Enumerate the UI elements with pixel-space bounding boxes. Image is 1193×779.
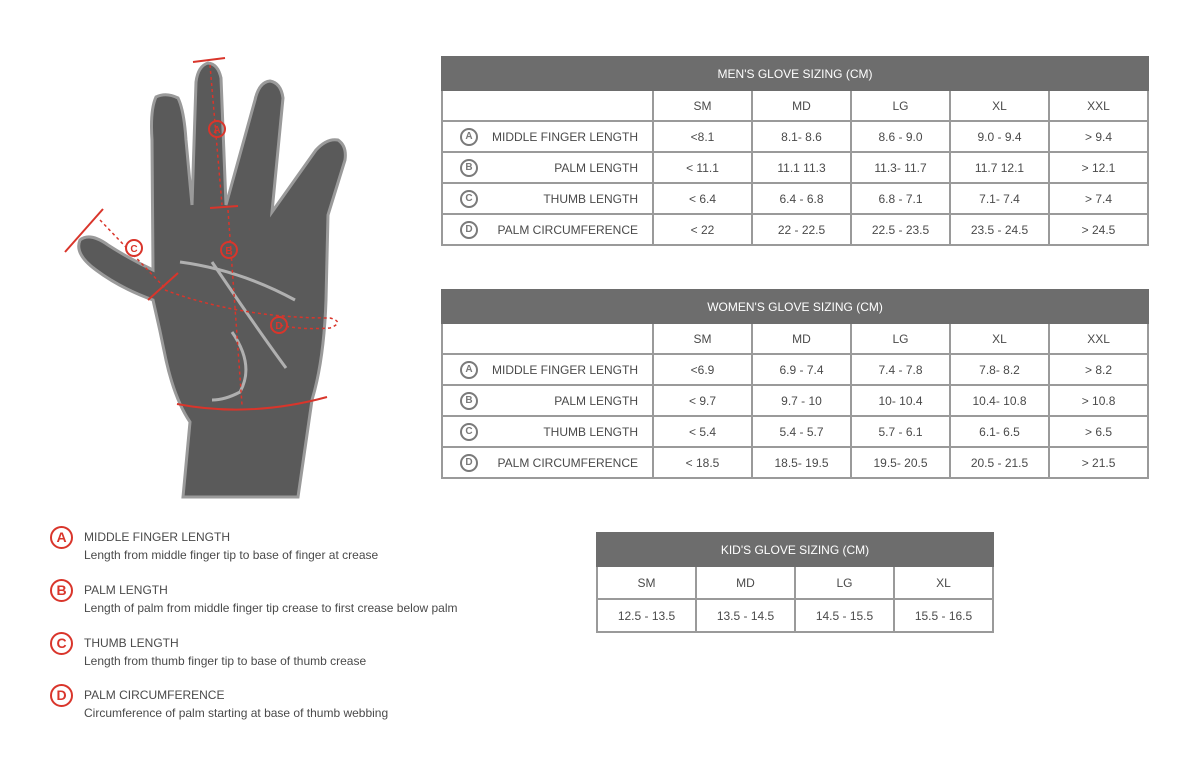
row-label — [442, 447, 653, 478]
table-cell: 14.5 - 15.5 — [795, 599, 894, 632]
legend-description: Length from thumb finger tip to base of thumb crease — [84, 654, 367, 668]
legend-name: MIDDLE FINGER LENGTH — [84, 530, 231, 544]
mens-size-header: LG — [851, 90, 950, 121]
letter-b-badge: B — [460, 392, 478, 410]
table-cell: < 11.1 — [653, 152, 752, 183]
womens-size-header: MD — [752, 323, 851, 354]
table-cell: 18.5- 19.5 — [752, 447, 851, 478]
table-cell: > 12.1 — [1049, 152, 1148, 183]
row-label-text: THUMB LENGTH — [543, 191, 638, 206]
table-cell: 22.5 - 23.5 — [851, 214, 950, 245]
letter-b-badge: B — [50, 579, 73, 602]
kids-size-header: MD — [696, 566, 795, 599]
table-row — [442, 447, 1148, 478]
table-cell: < 5.4 — [653, 416, 752, 447]
table-cell: 5.4 - 5.7 — [752, 416, 851, 447]
table-row — [442, 385, 1148, 416]
table-cell: 22 - 22.5 — [752, 214, 851, 245]
table-cell: 11.7 12.1 — [950, 152, 1049, 183]
measure-a-letter: A — [213, 125, 221, 136]
letter-a-badge: A — [50, 526, 73, 549]
table-cell: 11.1 11.3 — [752, 152, 851, 183]
womens-header-blank — [442, 323, 653, 354]
table-cell: < 9.7 — [653, 385, 752, 416]
legend-name: PALM LENGTH — [84, 583, 168, 597]
kids-sizing-table — [596, 532, 994, 633]
womens-size-header: XXL — [1049, 323, 1148, 354]
table-cell: 7.8- 8.2 — [950, 354, 1049, 385]
legend-description: Circumference of palm starting at base of thumb webbing — [84, 706, 389, 720]
table-cell: 6.8 - 7.1 — [851, 183, 950, 214]
table-cell: 6.9 - 7.4 — [752, 354, 851, 385]
table-cell: 5.7 - 6.1 — [851, 416, 950, 447]
womens-sizing-table — [441, 289, 1149, 479]
table-row — [597, 599, 993, 632]
hand-diagram — [0, 0, 420, 510]
table-cell: 19.5- 20.5 — [851, 447, 950, 478]
legend-name: PALM CIRCUMFERENCE — [84, 688, 225, 702]
row-label — [442, 121, 653, 152]
row-label-text: PALM LENGTH — [554, 393, 638, 408]
table-row — [442, 183, 1148, 214]
table-cell: 7.1- 7.4 — [950, 183, 1049, 214]
row-label — [442, 416, 653, 447]
measure-b-letter: B — [225, 246, 233, 257]
mens-header-blank — [442, 90, 653, 121]
table-row — [442, 416, 1148, 447]
table-cell: 12.5 - 13.5 — [597, 599, 696, 632]
table-row — [442, 354, 1148, 385]
womens-size-header: LG — [851, 323, 950, 354]
measure-c-letter: C — [130, 244, 138, 255]
table-cell: <8.1 — [653, 121, 752, 152]
table-cell: 10.4- 10.8 — [950, 385, 1049, 416]
letter-d-badge: D — [460, 454, 478, 472]
table-cell: < 22 — [653, 214, 752, 245]
table-cell: 6.1- 6.5 — [950, 416, 1049, 447]
kids-size-header: SM — [597, 566, 696, 599]
mens-size-header: XL — [950, 90, 1049, 121]
table-cell: < 6.4 — [653, 183, 752, 214]
letter-a-badge: A — [460, 361, 478, 379]
row-label — [442, 152, 653, 183]
table-row — [442, 152, 1148, 183]
row-label-text: MIDDLE FINGER LENGTH — [491, 129, 638, 144]
table-row — [442, 214, 1148, 245]
table-cell: > 24.5 — [1049, 214, 1148, 245]
kids-size-header: XL — [894, 566, 993, 599]
mens-table-title: MEN'S GLOVE SIZING (CM) — [442, 57, 1148, 90]
letter-a-badge: A — [460, 128, 478, 146]
table-cell: 8.1- 8.6 — [752, 121, 851, 152]
table-cell: > 6.5 — [1049, 416, 1148, 447]
row-label-text: PALM CIRCUMFERENCE — [497, 222, 638, 237]
legend-description: Length from middle finger tip to base of finger at crease — [84, 548, 379, 562]
table-cell: 9.0 - 9.4 — [950, 121, 1049, 152]
table-cell: 11.3- 11.7 — [851, 152, 950, 183]
row-label — [442, 354, 653, 385]
letter-c-badge: C — [460, 190, 478, 208]
row-label-text: THUMB LENGTH — [543, 424, 638, 439]
table-cell: 7.4 - 7.8 — [851, 354, 950, 385]
kids-table-title: KID'S GLOVE SIZING (CM) — [597, 533, 993, 566]
table-cell: 13.5 - 14.5 — [696, 599, 795, 632]
letter-d-badge: D — [460, 221, 478, 239]
mens-size-header: MD — [752, 90, 851, 121]
table-cell: > 8.2 — [1049, 354, 1148, 385]
row-label — [442, 183, 653, 214]
row-label — [442, 214, 653, 245]
table-cell: 23.5 - 24.5 — [950, 214, 1049, 245]
letter-d-badge: D — [50, 684, 73, 707]
measure-d-letter: D — [275, 321, 283, 332]
table-cell: 8.6 - 9.0 — [851, 121, 950, 152]
hand-silhouette — [79, 63, 346, 497]
table-cell: 9.7 - 10 — [752, 385, 851, 416]
table-cell: > 10.8 — [1049, 385, 1148, 416]
table-cell: > 7.4 — [1049, 183, 1148, 214]
row-label-text: MIDDLE FINGER LENGTH — [491, 362, 638, 377]
row-label-text: PALM CIRCUMFERENCE — [497, 455, 638, 470]
letter-b-badge: B — [460, 159, 478, 177]
row-label-text: PALM LENGTH — [554, 160, 638, 175]
table-cell: 20.5 - 21.5 — [950, 447, 1049, 478]
mens-size-header: SM — [653, 90, 752, 121]
table-cell: > 21.5 — [1049, 447, 1148, 478]
row-label — [442, 385, 653, 416]
mens-sizing-table — [441, 56, 1149, 246]
table-cell: <6.9 — [653, 354, 752, 385]
letter-c-badge: C — [50, 632, 73, 655]
table-cell: 10- 10.4 — [851, 385, 950, 416]
womens-table-title: WOMEN'S GLOVE SIZING (CM) — [442, 290, 1148, 323]
table-cell: < 18.5 — [653, 447, 752, 478]
table-cell: 6.4 - 6.8 — [752, 183, 851, 214]
legend-description: Length of palm from middle finger tip crease to first crease below palm — [84, 601, 458, 615]
letter-c-badge: C — [460, 423, 478, 441]
measure-a-tick-top — [193, 58, 225, 62]
table-cell: 15.5 - 16.5 — [894, 599, 993, 632]
womens-size-header: XL — [950, 323, 1049, 354]
mens-size-header: XXL — [1049, 90, 1148, 121]
table-row — [442, 121, 1148, 152]
kids-size-header: LG — [795, 566, 894, 599]
table-cell: > 9.4 — [1049, 121, 1148, 152]
womens-size-header: SM — [653, 323, 752, 354]
legend-name: THUMB LENGTH — [84, 636, 179, 650]
